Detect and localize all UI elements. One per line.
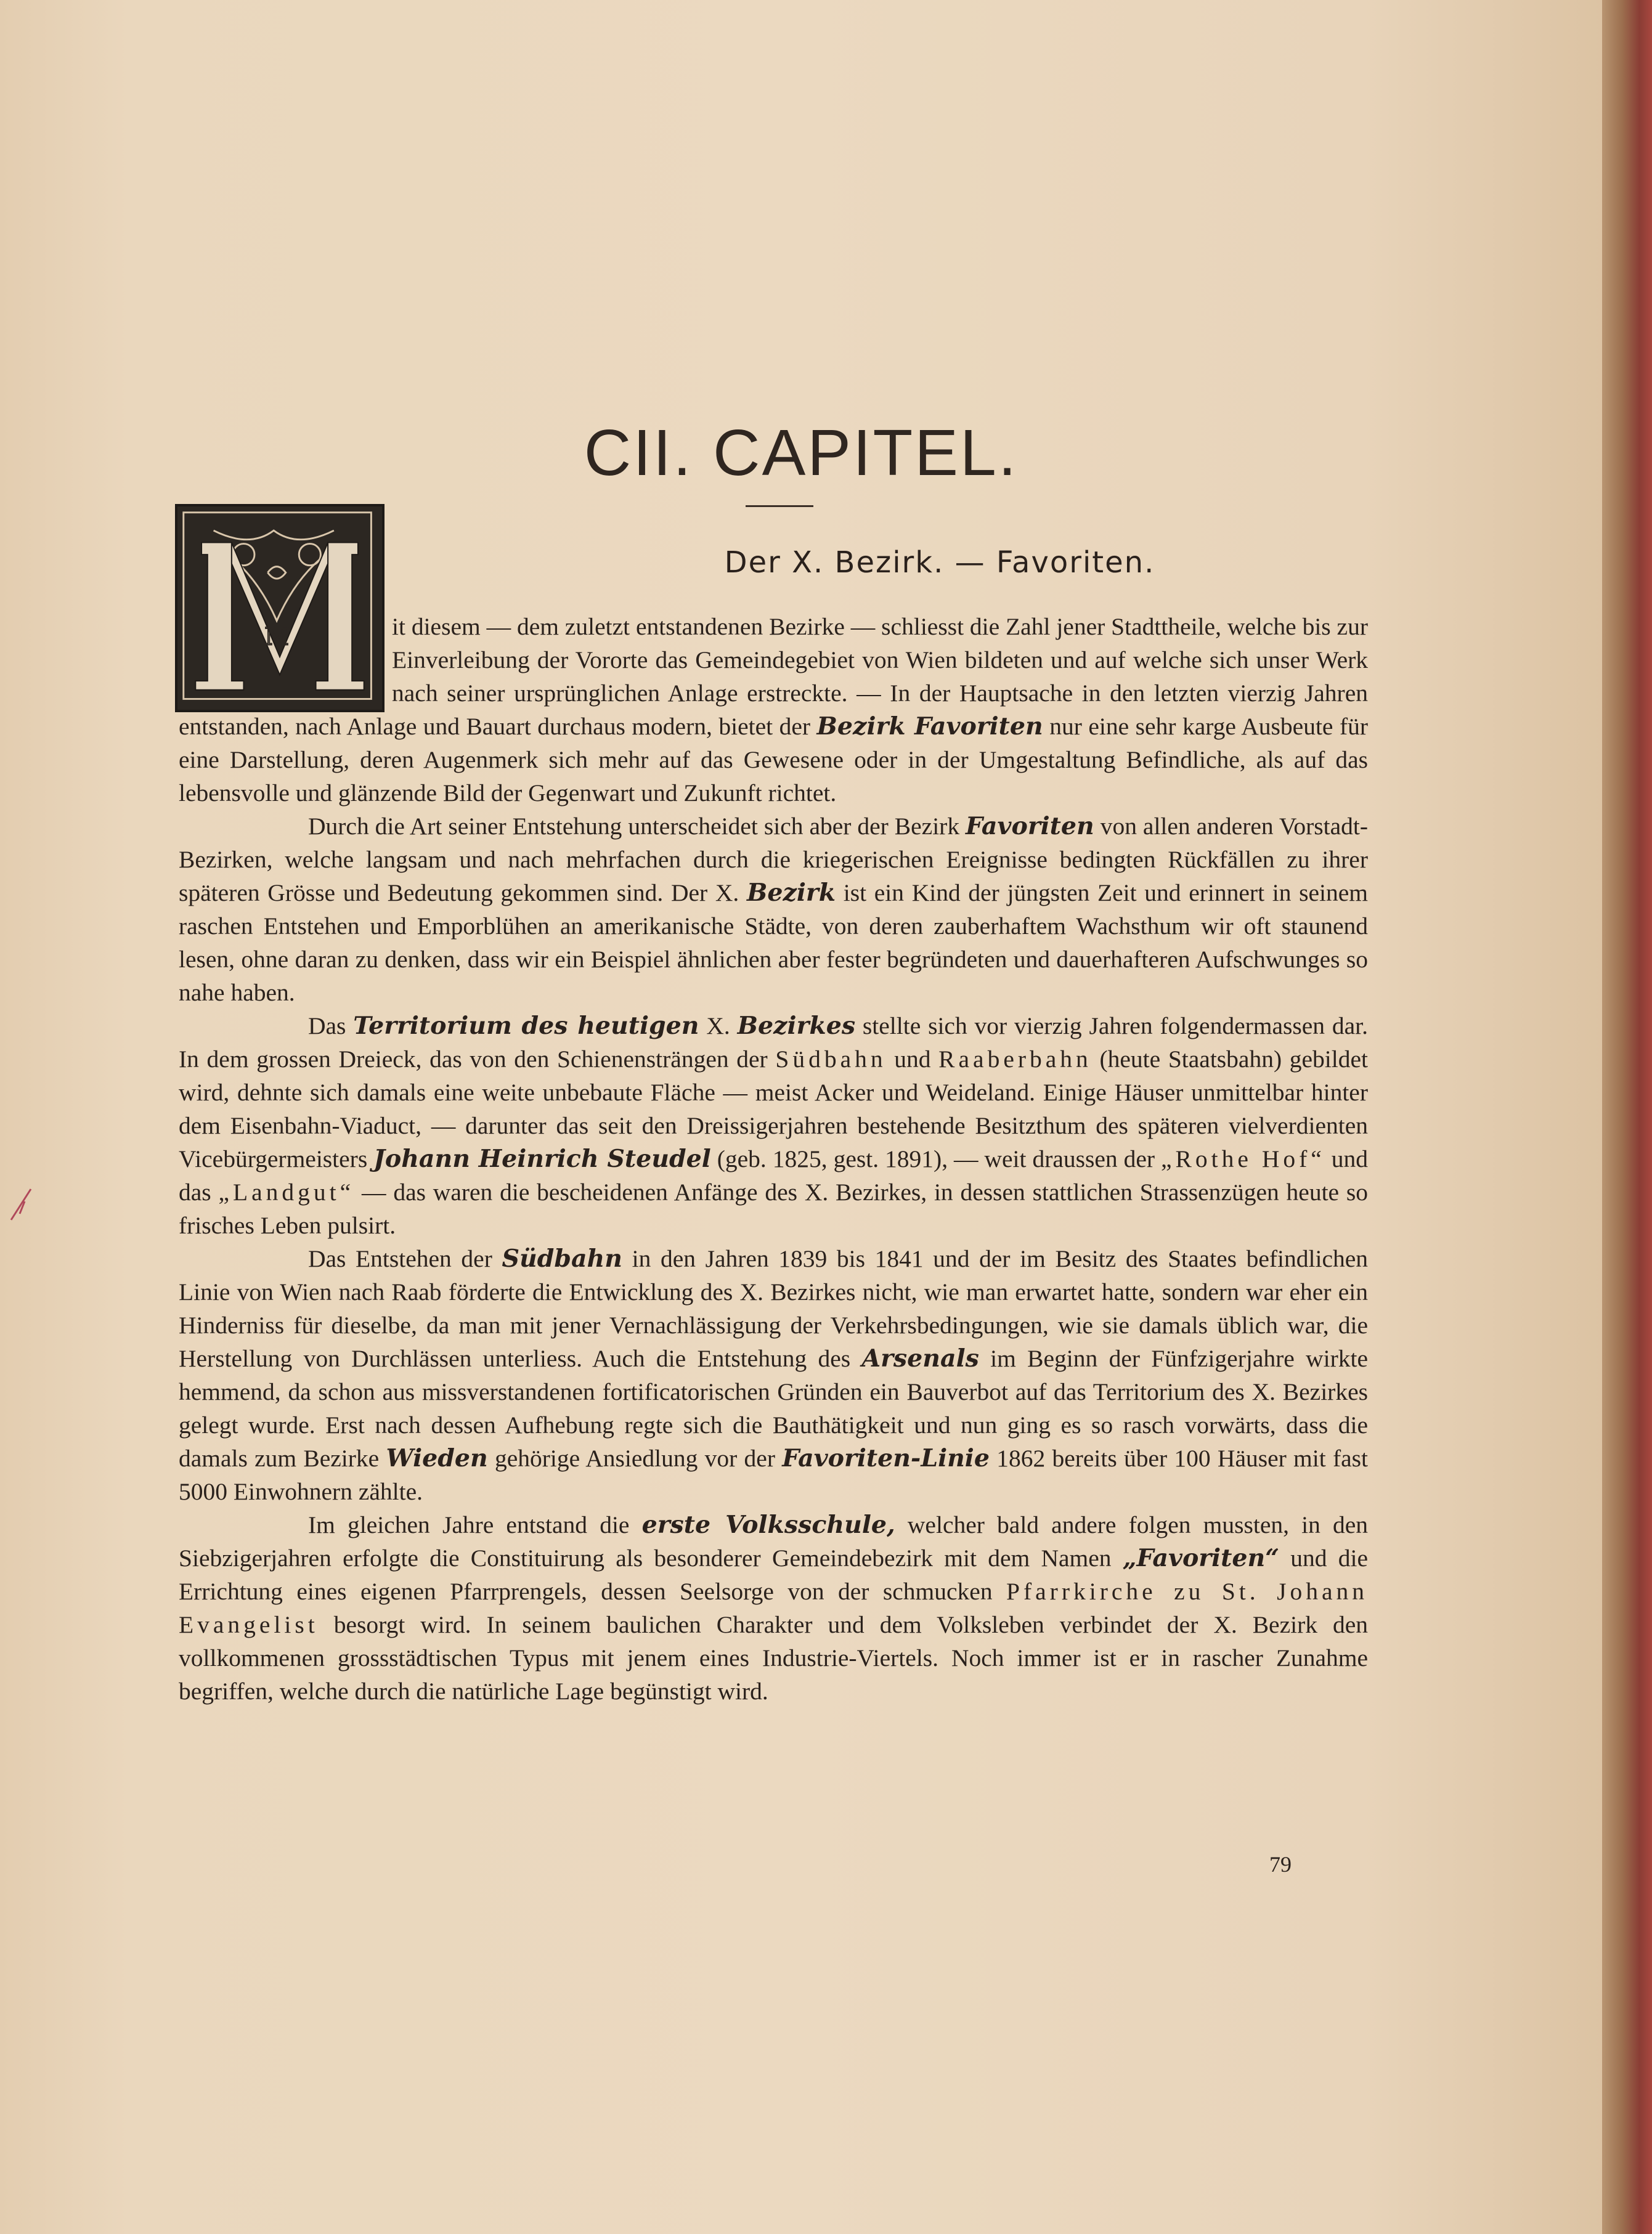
text-run: Durch die Art seiner Entstehung unterscheidet sich aber der Bezirk: [308, 813, 960, 840]
title-divider: [746, 505, 813, 507]
body-text: [179, 610, 1368, 1708]
text-run: stellte sich vor vierzig Jahren folgendermassen dar. In dem grossen Dreieck, das von den Schienensträngen der: [179, 1012, 1368, 1073]
paragraph: [179, 1508, 1368, 1708]
text-run: X.: [706, 1012, 730, 1039]
text-run: und: [894, 1046, 931, 1073]
blackletter-run: Bezirk Favoriten: [816, 712, 1043, 741]
paragraph: [179, 810, 1368, 1009]
blackletter-run: Bezirk: [746, 879, 836, 907]
blackletter-run: Wieden: [386, 1444, 488, 1472]
spaced-run: „Landgut“: [218, 1179, 355, 1206]
text-run: gehörige Ansiedlung vor der: [495, 1445, 775, 1472]
text-run: Im gleichen Jahre entstand die: [308, 1511, 630, 1538]
drop-cap-space: [179, 610, 392, 709]
text-run: besorgt wird. In seinem baulichen Charakter und dem Volksleben verbindet der X. Bezirk den vollkommenen grossstädtischen Typus mit jenem eines Industrie-Viertels. Noch immer ist er in rascher Zunahme begriffen, welche durch die natürliche Lage begünstigt wird.: [179, 1611, 1369, 1705]
pencil-mark-icon: [6, 1177, 43, 1226]
text-run: im Beginn der Fünfzigerjahre wirkte hemmend, da schon aus missverstandenen fortificatorischen Gründen ein Bauverbot auf das Territorium des X. Bezirkes gelegt wurde. Erst nach dessen Aufhebung regte sich die Bauthätigkeit und nun ging es so rasch vorwärts, dass die damals zum Bezirke: [179, 1345, 1369, 1472]
paragraph: [179, 610, 1368, 810]
text-run: ist ein Kind der jüngsten Zeit und erinnert in seinem raschen Entstehen und Emporblühen an amerikanische Städte, von deren zauberhaftem Wachsthum wir oft staunend lesen, ohne daran zu denken, dass wir ein Beispiel ähnlichen aber fester begründeten und dauerhafteren Aufschwunges so nahe haben.: [179, 879, 1369, 1006]
chapter-title: CII. CAPITEL.: [584, 416, 1019, 489]
blackletter-run: Favoriten: [966, 812, 1094, 840]
spaced-run: Raaberbahn: [938, 1046, 1092, 1073]
spaced-run: Pfarrkirche zu St. Johann Evangelist: [179, 1578, 1368, 1638]
svg-text:M: M: [264, 623, 290, 651]
text-run: und die Errichtung eines eigenen Pfarrprengels, dessen Seelsorge von der schmucken: [179, 1545, 1369, 1605]
text-run: Das Entstehen der: [308, 1245, 492, 1272]
text-run: it diesem — dem zuletzt entstandenen Bezirke — schliesst die Zahl jener Stadttheile, welche bis zur Einverleibung der Vororte das Gemeindegebiet von Wien bildeten und auf welche sich unser Werk nach seiner ursprünglichen Anlage erstreckte. — In der Hauptsache in den letzten vierzig Jahren entstanden, nach Anlage und Bauart durchaus modern, bietet der: [179, 613, 1368, 740]
text-run: 1862 bereits über 100 Häuser mit fast 5000 Einwohnern zählte.: [179, 1445, 1368, 1505]
blackletter-run: Arsenals: [861, 1344, 979, 1373]
blackletter-run: Bezirkes: [737, 1012, 856, 1040]
text-run: nur eine sehr karge Ausbeute für eine Darstellung, deren Augenmerk sich mehr auf das Gewesene oder in der Umgestaltung Befindliche, als auf das lebensvolle und glänzende Bild der Gegenwart und Zukunft richtet.: [179, 713, 1369, 806]
spaced-run: Südbahn: [775, 1046, 887, 1073]
text-run: (heute Staatsbahn) gebildet wird, dehnte sich damals eine weite unbebaute Fläche — meist Acker und Weideland. Einige Häuser unmittelbar hinter dem Eisenbahn-Viaduct, — darunter das seit den Dreissigerjahren bestehende Besitzthum des späteren vielverdienten Vicebürgermeisters: [179, 1046, 1368, 1172]
text-run: von allen anderen Vorstadt-Bezirken, welche langsam und nach mehrfachen durch die kriegerischen Ereignisse bedingten Rückfällen zu ihrer späteren Grösse und Bedeutung gekommen sind. Der X.: [179, 813, 1368, 906]
paragraph: [179, 1009, 1368, 1242]
blackletter-run: „Favoriten“: [1122, 1544, 1279, 1572]
section-subtitle: Der X. Bezirk. — Favoriten.: [724, 545, 1155, 580]
paragraph: [179, 1242, 1368, 1508]
text-run: in den Jahren 1839 bis 1841 und der im Besitz des Staates befindlichen Linie von Wien nach Raab förderte die Entwicklung des X. Bezirkes nicht, wie man erwartet hatte, sondern war eher ein Hinderniss für dieselbe, da man mit jener Vernachlässigung der Verkehrsbedingungen, wie sie damals üblich war, die Herstellung von Durchlässen unterliess. Auch die Entstehung des: [179, 1245, 1369, 1372]
text-run: (geb. 1825, gest. 1891), — weit draussen der: [717, 1145, 1155, 1172]
blackletter-run: erste Volksschule,: [641, 1511, 895, 1539]
blackletter-run: Territorium des heutigen: [353, 1012, 699, 1040]
text-run: Das: [308, 1012, 346, 1039]
page-number: 79: [1269, 1852, 1292, 1877]
text-run: und das: [179, 1145, 1369, 1206]
spaced-run: „Rothe Hof“: [1161, 1145, 1325, 1172]
text-run: welcher bald andere folgen mussten, in den Siebzigerjahren erfolgte die Constituirung als besonderer Gemeindebezirk mit dem Namen: [179, 1511, 1369, 1572]
text-run: — das waren die bescheidenen Anfänge des X. Bezirkes, in dessen stattlichen Strassenzügen heute so frisches Leben pulsirt.: [179, 1179, 1369, 1239]
blackletter-run: Südbahn: [502, 1245, 622, 1273]
book-binding-edge: [1602, 0, 1652, 2234]
blackletter-run: Johann Heinrich Steudel: [373, 1145, 711, 1173]
blackletter-run: Favoriten-Linie: [782, 1444, 990, 1472]
